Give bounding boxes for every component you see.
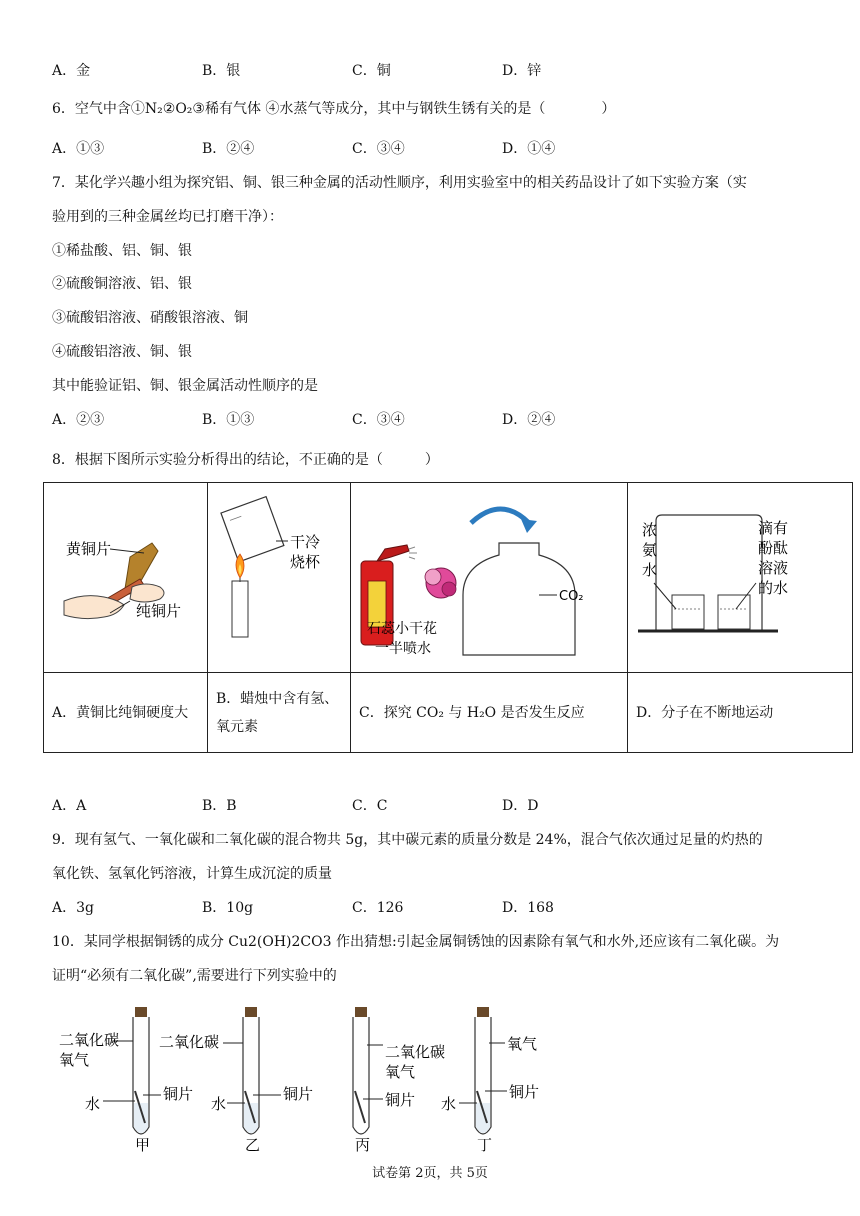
- tube-ding-label-cu: 铜片: [509, 1083, 540, 1101]
- co2-label: CO₂: [559, 589, 584, 604]
- tube-jia: [59, 1007, 193, 1154]
- q10-stem-line2: 证明“必须有二氧化碳”,需要进行下列实验中的: [52, 968, 337, 984]
- caption-b-line1: B．蜡烛中含有氢、: [216, 690, 339, 707]
- solution-label: 溶液: [758, 559, 789, 577]
- tube-bing-label-cu: 铜片: [385, 1091, 416, 1109]
- fig-cell-b: [208, 483, 351, 673]
- fig-cell-c: [351, 483, 628, 673]
- litmus-flower-label: 石蕊小干花: [367, 621, 437, 637]
- tube-yi-name: 乙: [245, 1136, 261, 1154]
- q9-option-d[interactable]: D．168: [502, 900, 554, 916]
- q7-option-c[interactable]: C．③④: [352, 412, 405, 428]
- q7-option-a[interactable]: A．②③: [52, 412, 105, 428]
- tube-bing-label-o2: 氧气: [385, 1063, 416, 1081]
- conc-label: 浓: [642, 521, 658, 539]
- q7-option-b[interactable]: B．①③: [202, 412, 255, 428]
- candle-beaker-figure: [208, 483, 350, 672]
- tube-ding-label-water: 水: [441, 1095, 457, 1113]
- q8-stem: 8．根据下图所示实验分析得出的结论，不正确的是（ ）: [52, 452, 439, 468]
- caption-a: A．黄铜比纯铜硬度大: [44, 673, 208, 753]
- pure-copper-label: 纯铜片: [136, 602, 182, 620]
- page-footer: 试卷第 2页，共 5页: [372, 1166, 488, 1181]
- q6-option-d[interactable]: D．①④: [502, 141, 556, 157]
- caption-d: D．分子在不断地运动: [628, 673, 853, 753]
- q6-option-b[interactable]: B．②④: [202, 141, 255, 157]
- q7-item-4: ④硫酸铝溶液、铜、银: [52, 344, 192, 360]
- q7-item-2: ②硫酸铜溶液、铝、银: [52, 276, 192, 292]
- phenolphthalein-label: 酚酞: [758, 539, 789, 557]
- q7-item-3: ③硫酸铝溶液、硝酸银溶液、铜: [52, 310, 248, 326]
- q10-stem-line1: 10．某同学根据铜锈的成分 Cu2(OH)2CO3 作出猜想:引起金属铜锈蚀的因素除有氧气和水外,还应该有二氧化碳。为: [52, 934, 780, 950]
- q7-stem-line1: 7．某化学兴趣小组为探究铝、铜、银三种金属的活动性顺序，利用实验室中的相关药品设计了如下实验方案（实: [52, 175, 747, 191]
- q6-options: [52, 138, 692, 158]
- q7-options: [52, 409, 692, 429]
- q8-experiment-table: [43, 482, 853, 753]
- caption-c: C．探究 CO₂ 与 H₂O 是否发生反应: [351, 673, 628, 753]
- q9-stem-line2: 氧化铁、氢氧化钙溶液，计算生成沉淀的质量: [52, 866, 332, 882]
- dry-cold-label: 干冷: [290, 533, 321, 551]
- q8-option-a[interactable]: A．A: [52, 798, 87, 814]
- q6-option-c[interactable]: C．③④: [352, 141, 405, 157]
- brass-label: 黄铜片: [66, 540, 112, 558]
- q6-option-a[interactable]: A．①③: [52, 141, 105, 157]
- tube-jia-label-cu: 铜片: [163, 1085, 194, 1103]
- q5-option-a[interactable]: A．金: [52, 63, 91, 79]
- fig-cell-a: [44, 483, 208, 673]
- dripped-label: 滴有: [758, 519, 789, 537]
- q7-stem-line2: 验用到的三种金属丝均已打磨干净）：: [52, 209, 283, 225]
- tube-bing: [353, 1007, 445, 1154]
- tube-jia-label-o2: 氧气: [59, 1051, 90, 1069]
- of-water-label: 的水: [758, 579, 789, 597]
- q9-option-a[interactable]: A．3g: [52, 900, 94, 916]
- tube-bing-name: 丙: [355, 1136, 371, 1154]
- q7-item-1: ①稀盐酸、铝、铜、银: [52, 243, 192, 259]
- q7-question: 其中能验证铝、铜、银金属活动性顺序的是: [52, 378, 318, 394]
- fig-cell-d: [628, 483, 853, 673]
- tube-yi-label-co2: 二氧化碳: [159, 1033, 220, 1051]
- brass-scratch-figure: [44, 483, 207, 672]
- q5-options: [52, 60, 692, 80]
- tube-jia-label-co2: 二氧化碳: [59, 1031, 120, 1049]
- caption-b: [208, 673, 351, 753]
- q5-option-b[interactable]: B．银: [202, 63, 241, 79]
- q9-options: [52, 897, 692, 917]
- tube-yi-label-water: 水: [211, 1095, 227, 1113]
- test-tubes-figure: [55, 1005, 575, 1155]
- q8-options: [52, 795, 692, 815]
- q7-option-d[interactable]: D．②④: [502, 412, 556, 428]
- tube-ding-label-o2: 氧气: [507, 1035, 538, 1053]
- tube-yi: [159, 1007, 313, 1154]
- tube-jia-name: 甲: [135, 1136, 151, 1154]
- q5-option-c[interactable]: C．铜: [352, 63, 391, 79]
- q9-option-b[interactable]: B．10g: [202, 900, 254, 916]
- litmus-flower-figure: [351, 483, 627, 672]
- ammonia-diffusion-figure: [628, 483, 852, 672]
- q6-stem: 6．空气中含①N₂②O₂③稀有气体 ④水蒸气等成分，其中与钢铁生锈有关的是（ ）: [52, 101, 616, 117]
- q5-option-d[interactable]: D．锌: [502, 63, 542, 79]
- q9-stem-line1: 9．现有氢气、一氧化碳和二氧化碳的混合物共 5g，其中碳元素的质量分数是 24%，混合气依次通过足量的灼热的: [52, 832, 763, 848]
- half-sprayed-label: 一半喷水: [375, 641, 431, 657]
- water-label: 水: [642, 561, 658, 579]
- q8-option-c[interactable]: C．C: [352, 798, 388, 814]
- tube-jia-label-water: 水: [85, 1095, 101, 1113]
- beaker-label: 烧杯: [290, 553, 321, 571]
- tube-yi-label-cu: 铜片: [283, 1085, 314, 1103]
- caption-b-line2: 氧元素: [216, 718, 258, 735]
- tube-ding: [441, 1007, 539, 1154]
- tube-ding-name: 丁: [477, 1136, 493, 1154]
- tube-bing-label-co2: 二氧化碳: [385, 1043, 446, 1061]
- ammonia-label: 氨: [642, 541, 658, 559]
- q8-option-b[interactable]: B．B: [202, 798, 237, 814]
- q9-option-c[interactable]: C．126: [352, 900, 404, 916]
- q8-option-d[interactable]: D．D: [502, 798, 539, 814]
